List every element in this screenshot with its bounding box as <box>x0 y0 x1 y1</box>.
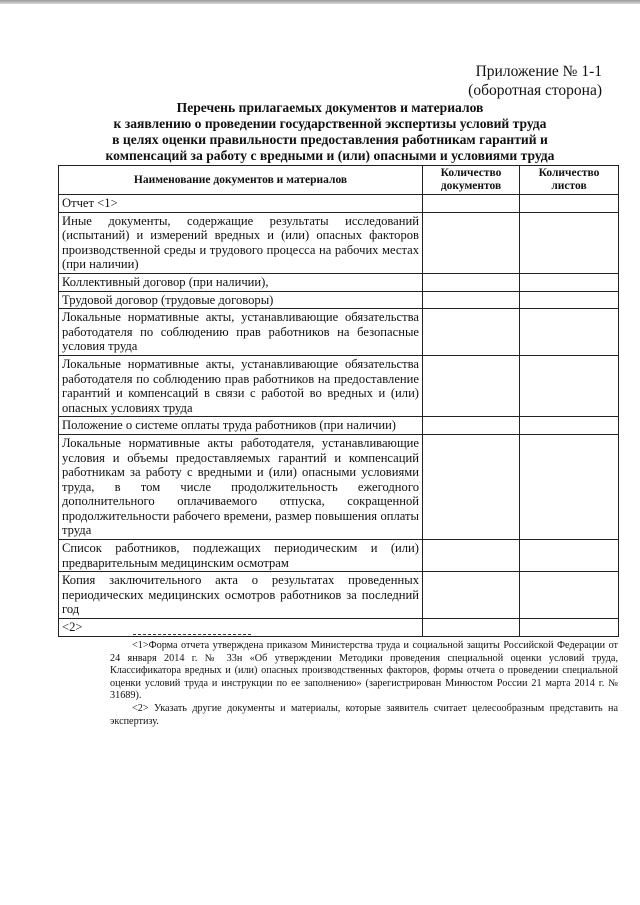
sheet-count-cell[interactable] <box>520 540 619 572</box>
document-count-cell[interactable] <box>423 195 520 213</box>
sheet-count-cell[interactable] <box>520 273 619 291</box>
appendix-side-note: (оборотная сторона) <box>468 82 602 99</box>
document-name: Список работников, подлежащих периодическим и (или) предварительным медицинским осмотрам <box>59 540 423 572</box>
title-line-2: к заявлению о проведении государственной экспертизы условий труда <box>113 116 547 131</box>
table-row <box>59 212 619 273</box>
header-document-count: Количество документов <box>423 166 520 195</box>
table-row <box>59 540 619 572</box>
appendix-number: Приложение № 1-1 <box>475 63 602 80</box>
document-name: Иные документы, содержащие результаты исследований (испытаний) и измерений вредных и (или) опасных факторов производственной среды и трудового процесса на рабочих местах (при наличии) <box>59 212 423 273</box>
document-name: Локальные нормативные акты работодателя, устанавливающие условия и объемы предоставляемых гарантий и компенсаций работникам за работу с вредными и (или) опасными условиями труда, в том числе продолжительность ежегодного дополнительного оплачиваемого отпуска, сокращенной продолжительности рабочего времени, размер повышения оплаты труда <box>59 434 423 539</box>
table-row <box>59 291 619 309</box>
table-header-row <box>59 166 619 195</box>
document-name: Локальные нормативные акты, устанавливающие обязательства работодателя по соблюдению прав работников на предоставление гарантий и компенсаций в связи с работой во вредных и (или) опасных условиях труда <box>59 355 423 416</box>
sheet-count-cell[interactable] <box>520 434 619 539</box>
table-row <box>59 434 619 539</box>
header-sheet-count: Количество листов <box>520 166 619 195</box>
document-name: Копия заключительного акта о результатах проведенных периодических медицинских осмотров работников за последний год <box>59 572 423 619</box>
table-row <box>59 572 619 619</box>
sheet-count-cell[interactable] <box>520 417 619 435</box>
header-document-name: Наименование документов и материалов <box>59 166 423 195</box>
document-count-cell[interactable] <box>423 212 520 273</box>
document-name: <2> <box>59 619 423 637</box>
sheet-count-cell[interactable] <box>520 355 619 416</box>
sheet-count-cell[interactable] <box>520 212 619 273</box>
footnote-separator <box>133 634 251 635</box>
document-name: Локальные нормативные акты, устанавливающие обязательства работодателя по соблюдению прав работников на безопасные условия труда <box>59 309 423 356</box>
scan-top-edge <box>0 0 640 4</box>
footnote-1: <1>Форма отчета утверждена приказом Министерства труда и социальной защиты Российской Федерации от 24 января 2014 г. № 33н «Об утверждении Методики проведения специальной оценки условий труда, Классификатора вредных и (или) опасных производственных факторов, формы отчета о проведении специальной оценки условий труда и инструкции по ее заполнению» (зарегистрирован Минюстом России 21 марта 2014 г. № 31689). <box>110 640 618 702</box>
sheet-count-cell[interactable] <box>520 309 619 356</box>
title-line-1: Перечень прилагаемых документов и материалов <box>176 100 484 115</box>
table-row <box>59 355 619 416</box>
footnote-2: <2> Указать другие документы и материалы, которые заявитель считает целесообразным представить на экспертизу. <box>110 702 618 727</box>
footnotes <box>110 640 618 728</box>
document-name: Коллективный договор (при наличии), <box>59 273 423 291</box>
document-count-cell[interactable] <box>423 572 520 619</box>
document-count-cell[interactable] <box>423 273 520 291</box>
sheet-count-cell[interactable] <box>520 619 619 637</box>
table-row <box>59 195 619 213</box>
appendix-label <box>468 62 602 100</box>
table-row <box>59 309 619 356</box>
table-row <box>59 417 619 435</box>
document-count-cell[interactable] <box>423 434 520 539</box>
table-row <box>59 273 619 291</box>
document-name: Трудовой договор (трудовые договоры) <box>59 291 423 309</box>
document-count-cell[interactable] <box>423 355 520 416</box>
title-line-4: компенсаций за работу с вредными и (или) опасными и условиями труда <box>105 148 555 163</box>
document-count-cell[interactable] <box>423 619 520 637</box>
sheet-count-cell[interactable] <box>520 291 619 309</box>
document-name: Положение о системе оплаты труда работников (при наличии) <box>59 417 423 435</box>
sheet-count-cell[interactable] <box>520 572 619 619</box>
document-name: Отчет <1> <box>59 195 423 213</box>
documents-table <box>58 165 619 637</box>
document-count-cell[interactable] <box>423 540 520 572</box>
document-count-cell[interactable] <box>423 291 520 309</box>
document-title <box>60 100 600 164</box>
sheet-count-cell[interactable] <box>520 195 619 213</box>
document-count-cell[interactable] <box>423 309 520 356</box>
title-line-3: в целях оценки правильности предоставления работникам гарантий и <box>112 132 548 147</box>
document-count-cell[interactable] <box>423 417 520 435</box>
